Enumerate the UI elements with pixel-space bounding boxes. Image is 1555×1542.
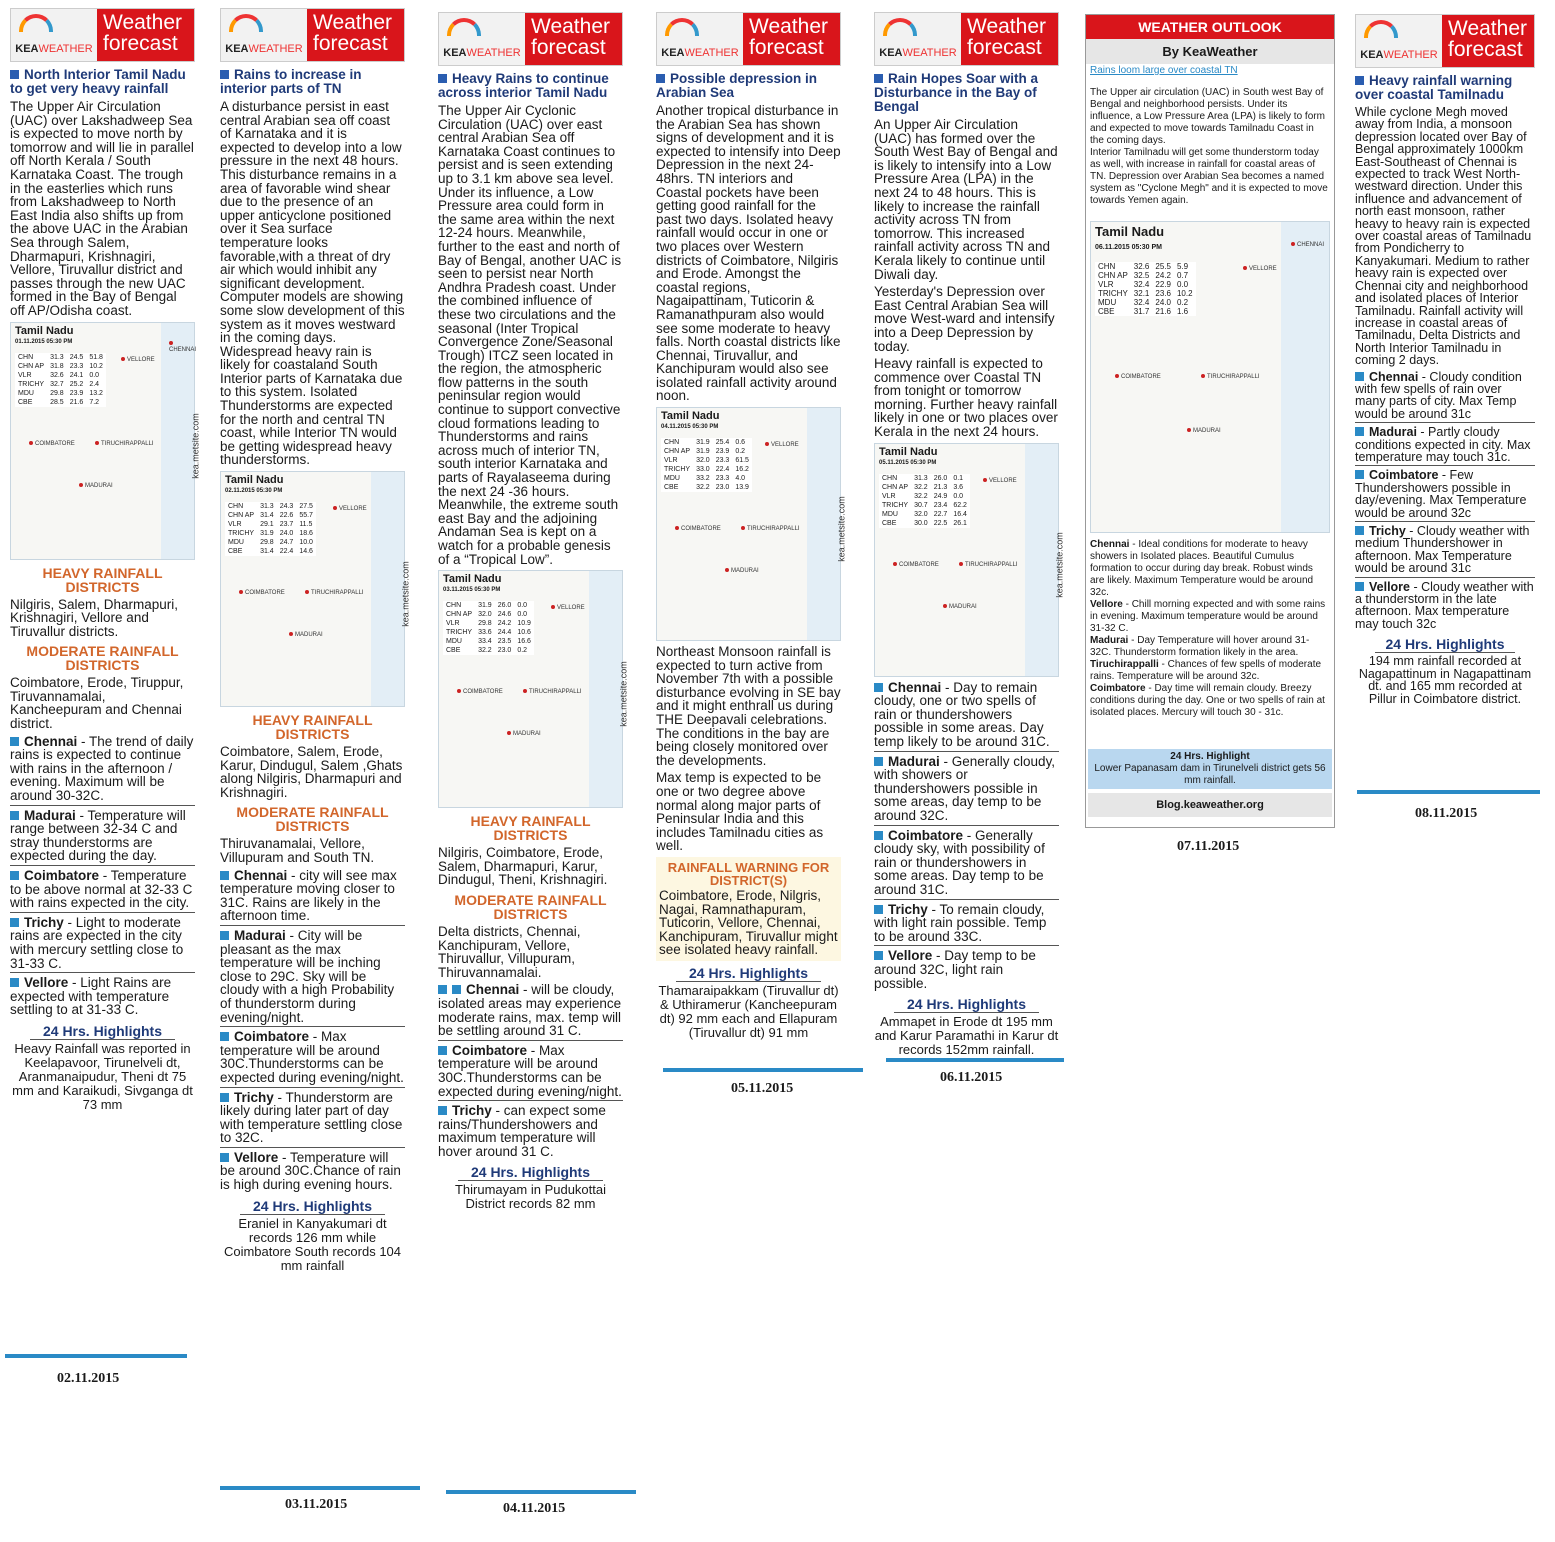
map-table: CHN 31.3 24.5 51.8 CHN AP 31.8 23.3 10.2 VLR 32.6 24.1 0.0 TRICHY 32.7 25.2 2.4 MDU 29.8 23.9 13.2 CBE 28.5 21.6 7.2: [15, 353, 106, 407]
divider-bar: [1357, 790, 1540, 794]
date-label: 04.11.2015: [503, 1501, 566, 1516]
divider-bar: [220, 1486, 420, 1490]
divider-bar: [886, 1058, 1064, 1062]
date-label: 08.11.2015: [1415, 806, 1478, 821]
tamil-nadu-map: Tamil Nadu 04.11.2015 05:30 PM CHN 31.9 25.4 0.6 CHN AP 31.9 23.9 0.2 VLR 32.0 23.3 61.5 TRICHY 33.0 22.4 16.2 MDU 33.2 23.3 4.0 CBE 32.2 23.0 13.9 VELLORE COIMBATORE TIRUCHIRAPPALLI MADURAI kea.metsite.com: [656, 407, 841, 641]
kea-logo: KEA WEATHER: [221, 9, 307, 61]
kea-logo: KEA WEATHER: [657, 13, 743, 65]
column-04-11: KEA WEATHER Weather forecast Heavy Rains to continue across interior Tamil Nadu The Upper Air Cyclonic Circulation (UAC) over east central Arabian Sea off Karnataka Coast continues to persist and is seen extending up to 3.1 km above sea level. Under its influence, a Low Pressure area could form in the same area within the next 12-24 hours. Meanwhile, further to the east and north of Bay of Bengal, another UAC is seen to persist near North Andhra Pradesh coast. Under the combined influence of these two circulations and the seasonal (Inter Tropical Convergence Zone/Seasonal Trough) ITCZ seen located in the region, the atmospheric flow patterns in the south peninsular region would continue to support convective cloud formations leading to Thunderstorms and rains across much of interior TN, south interior Karnataka and parts of Rayalaseema during the next 24 -36 hours. Meanwhile, the extreme south east Bay and the adjoining Andaman Sea is kept on a watch for a probable genesis of a “Tropical Low”. Tamil Nadu 03.11.2015 05:30 PM CHN 31.9 26.0 0.0 CHN AP 32.0 24.6 0.0 VLR 29.8 24.2 10.9 TRICHY 33.6 24.4 10.6 MDU 33.4 23.5 16.6 CBE 32.2 23.0 0.2 VELLORE COIMBATORE TIRUCHIRAPPALLI MADURAI kea.metsite.com HEAVY RAINFALL DISTRICTS Nilgiris, Coimbatore, Erode, Salem, Dharmapuri, Karur, Dindugul, Theni, Krishnagiri. MODERATE RAINFALL DISTRICTS Delta districts, Chennai, Kanchipuram, Vellore, Thiruvallur, Villupuram, Thiruvannamalai. Chennai - will be cloudy, isolated areas may experience moderate rains, max. temp will be settling around 31 C. Coimbatore - Max temperature will be around 30C.Thunderstorms can be expected during evening/night. Trichy - can expect some rains/Thundershowers and maximum temperature will hover around 31 C. 24 Hrs. Highlights Thirumayam in Pudukottai District records 82 mm: [438, 0, 623, 1211]
divider-bar: [663, 1068, 863, 1072]
divider-bar: [5, 1354, 187, 1358]
rainfall-warning: RAINFALL WARNING FOR DISTRICT(S) Coimbatore, Erode, Nilgris, Nagai, Ramnathapuram, Tuticorin, Vellore, Chennai, Kanchipuram, Tiruvallur might see isolated heavy rainfall.: [656, 857, 841, 961]
tamil-nadu-map: Tamil Nadu 02.11.2015 05:30 PM CHN 31.3 24.3 27.5 CHN AP 31.4 22.6 55.7 VLR 29.1 23.7 11.5 TRICHY 31.9 24.0 18.6 MDU 29.8 24.7 10.0 CBE 31.4 22.4 14.6 VELLORE COIMBATORE TIRUCHIRAPPALLI MADURAI kea.metsite.com: [220, 471, 405, 707]
column-06-11: KEA WEATHER Weather forecast Rain Hopes Soar with a Disturbance in the Bay of Bengal An Upper Air Circulation (UAC) has formed over the South West Bay of Bengal and is likely to intensify into a Low Pressure Area (LPA) in the next 24 to 48 hours. This is likely to increase the rainfall activity across TN from tomorrow. This increased rainfall activity across TN and Kerala likely to continue until Diwali day. Yesterday's Depression over East Central Arabian Sea will move West-ward and intensify into a Deep Depression by today. Heavy rainfall is expected to commence over Coastal TN from tonight or tomorrow morning. Further heavy rainfall likely in one or two places over Kerala in the next 24 hours. Tamil Nadu 05.11.2015 05:30 PM CHN 31.3 26.0 0.1 CHN AP 32.2 21.3 3.6 VLR 32.2 24.9 0.0 TRICHY 30.7 23.4 62.2 MDU 32.0 22.7 16.4 CBE 30.0 22.5 26.1 VELLORE COIMBATORE TIRUCHIRAPPALLI MADURAI kea.metsite.com Chennai - Day to remain cloudy, one or two spells of rain or thundershowers possible in some areas. Day temp likely to be around 31C. Madurai - Generally cloudy, with showers or thundershowers possible in some areas, day temp to be around 32C. Coimbatore - Generally cloudy sky, with possibility of rain or thundershowers in some areas. Day temp to be around 31C. Trichy - To remain cloudy, with light rain possible. Temp to be around 33C. Vellore - Day temp to be around 32C, light rain possible. 24 Hrs. Highlights Ammapet in Erode dt 195 mm and Karur Paramathi in Karur dt records 152mm rainfall.: [874, 0, 1059, 1057]
city-madurai: Madurai - Temperature will range between 32-34 C and stray thunderstorms are expected during the day.: [10, 809, 195, 866]
divider-bar: [446, 1490, 636, 1494]
body-text: The Upper Air Circulation (UAC) over Lakshadweep Sea is expected to move north by tomorrow and will lie in parallel off North Kerala / South Karnataka Coast. The trough in the easterlies which runs from Lakshadweep to North East India also shifts up from the above UAC in the Arabian Sea through Salem, Dharmapuri, Krishnagiri, Vellore, Tiruvallur district and passes through the new UAC formed in the Bay of Bengal off AP/Odisha coast.: [10, 99, 194, 318]
weather-outlook-panel: WEATHER OUTLOOK By KeaWeather Rains loom large over coastal TN The Upper air circulation (UAC) in South west Bay of Bengal and neighborhood persists. Under its influence, a Low Pressure Area (LPA) is likely to form and expected to move towards Tamilnadu Coast in the coming days. Interior Tamilnadu will get some thunderstorm today as well, with increase in rainfall for coastal areas of TN. Depression over Arabian Sea becomes a named system as "Cyclone Megh" and it is expected to move towards Yemen again. Tamil Nadu 06.11.2015 05:30 PM CHN 32.6 25.5 5.9 CHN AP 32.5 24.2 0.7 VLR 32.4 22.9 0.0 TRICHY 32.1 23.6 10.2 MDU 32.4 24.0 0.2 CBE 31.7 21.6 1.6 CHENNAI VELLORE COIMBATORE TIRUCHIRAPPALLI MADURAI Chennai - Ideal conditions for moderate to heavy showers in Isolated places. Beautiful Cumulus formation to occur during day break. Robust winds are likely. Maximum Temperature would be around 32c. Vellore - Chill morning expected and with some rains in evening. Maximum temperature would be around 31-32 C. Madurai - Day Temperature will hover around 31-32C. Thunderstorm formation likely in the area. Tiruchirappalli - Chances of few spells of moderate rains. Temperature will be around 32c. Coimbatore - Day time will remain cloudy. Breezy conditions during the day. One or two spells of rain at isolated places. Mercury will touch 30 - 31c. 24 Hrs. Highlight Lower Papanasam dam in Tirunelveli district gets 56 mm rainfall. Blog.keaweather.org: [1085, 14, 1335, 828]
column-05-11: KEA WEATHER Weather forecast Possible depression in Arabian Sea Another tropical disturbance in the Arabian Sea has shown signs of development and it is expected to intensify into Deep Depression in the next 24-48hrs. TN interiors and Coastal pockets have been getting good rainfall for the past two days. Isolated heavy rainfall would occur in one or two places over Western districts of Coimbatore, Nilgiris and Erode. Amongst the coastal regions, Nagaipattinam, Tuticorin & Ramanathpuram also would see some moderate to heavy falls. North coastal districts like Chennai, Tiruvallur, and Kanchipuram would also see isolated rainfall activity around noon. Tamil Nadu 04.11.2015 05:30 PM CHN 31.9 25.4 0.6 CHN AP 31.9 23.9 0.2 VLR 32.0 23.3 61.5 TRICHY 33.0 22.4 16.2 MDU 33.2 23.3 4.0 CBE 32.2 23.0 13.9 VELLORE COIMBATORE TIRUCHIRAPPALLI MADURAI kea.metsite.com Northeast Monsoon rainfall is expected to turn active from November 7th with a possible disturbance evolving in SE bay and it might enthrall us during THE Deepavali celebrations. The conditions in the bay are being closely monitored over the developments. Max temp is expected to be one or two degree above normal along major parts of Peninsular India and this includes Tamilnadu cities as well. RAINFALL WARNING FOR DISTRICT(S) Coimbatore, Erode, Nilgris, Nagai, Ramnathapuram, Tuticorin, Vellore, Chennai, Kanchipuram, Tiruvallur might see isolated heavy rainfall. 24 Hrs. Highlights Thamaraipakkam (Tiruvallur dt) & Uthiramerur (Kancheepuram dt) 92 mm each and Ellapuram (Tiruvallur dt) 91 mm: [656, 0, 841, 1040]
headline: North Interior Tamil Nadu to get very heavy rainfall: [10, 67, 186, 96]
column-08-11: KEA WEATHER Weather forecast Heavy rainfall warning over coastal Tamilnadu While cyclone Megh moved away from India, a monsoon depression located over Bay of Bengal approximately 1000km East-Southeast of Chennai is expected to track West North-westward direction. Under this influence and advancement of north east monsoon, rather heavy to heavy rain is expected over coastal areas of Tamilnadu from Pondicherry to Kanyakumari. Medium to rather heavy rain is expected over Chennai city and neighborhood and isolated places of Interior Tamilnadu. Rainfall activity will increase in coastal areas of Tamilnadu, Delta Districts and North Interior Tamilnadu in coming 2 days. Chennai - Cloudy condition with few spells of rain over many parts of city. Max Temp would be around 31c Madurai - Partly cloudy conditions expected in city. Max temperature may touch 31c. Coimbatore - Few Thundershowers possible in day/evening. Max Temperature would be around 32c Trichy - Cloudy weather with medium Thundershower in afternoon. Max Temperature would be around 31c Vellore - Cloudy weather with a thunderstorm in the late afternoon. Max temperature may touch 32c 24 Hrs. Highlights 194 mm rainfall recorded at Nagapattinum in Nagapattinam dt. and 165 mm recorded at Pillur in Coimbatore district.: [1355, 0, 1535, 705]
outlook-title: WEATHER OUTLOOK: [1086, 15, 1334, 39]
date-label: 05.11.2015: [731, 1081, 794, 1096]
banner: KEA WEATHER Weather forecast: [10, 8, 195, 62]
column-03-11: KEA WEATHER Weather forecast Rains to increase in interior parts of TN A disturbance persist in east central Arabian sea off coast of Karnataka and it is expected to develop into a low pressure in the next 48 hours. This disturbance remains in a area of favorable wind shear due to the presence of an upper anticyclone positioned over it Sea surface temperature looks favorable,with a threat of dry air which would inhibit any significant development. Computer models are showing some slow development of this system as it moves westward in the coming days. Widespread heavy rain is likely for coastaland South Interior parts of Karnataka due to this system. Isolated Thunderstorms are expected for the north and central TN coast, while Interior TN would be getting widespread heavy thunderstorms. Tamil Nadu 02.11.2015 05:30 PM CHN 31.3 24.3 27.5 CHN AP 31.4 22.6 55.7 VLR 29.1 23.7 11.5 TRICHY 31.9 24.0 18.6 MDU 29.8 24.7 10.0 CBE 31.4 22.4 14.6 VELLORE COIMBATORE TIRUCHIRAPPALLI MADURAI kea.metsite.com HEAVY RAINFALL DISTRICTS Coimbatore, Salem, Erode, Karur, Dindugul, Salem ,Ghats along Nilgiris, Dharmapuri and Krishnagiri. MODERATE RAINFALL DISTRICTS Thiruvanamalai, Vellore, Villupuram and South TN. Chennai - city will see max temperature moving closer to 31C. Rains are likely in the afternoon time. Madurai - City will be pleasant as the max temperature will be inching close to 29C. Sky will be cloudy with a high Probability of thunderstorm during evening/night. Coimbatore - Max temperature will be around 30C.Thunderstorms can be expected during evening/night. Trichy - Thunderstorm are likely during later part of day with temperature settling close to 32C. Vellore - Temperature will be around 30C.Chance of rain is high during evening hours. 24 Hrs. Highlights Eraniel in Kanyakumari dt records 126 mm while Coimbatore South records 104 mm rainfall: [220, 0, 405, 1273]
tamil-nadu-map: Tamil Nadu 06.11.2015 05:30 PM CHN 32.6 25.5 5.9 CHN AP 32.5 24.2 0.7 VLR 32.4 22.9 0.0 TRICHY 32.1 23.6 10.2 MDU 32.4 24.0 0.2 CBE 31.7 21.6 1.6 CHENNAI VELLORE COIMBATORE TIRUCHIRAPPALLI MADURAI: [1090, 221, 1330, 533]
tamil-nadu-map: Tamil Nadu 05.11.2015 05:30 PM CHN 31.3 26.0 0.1 CHN AP 32.2 21.3 3.6 VLR 32.2 24.9 0.0 TRICHY 30.7 23.4 62.2 MDU 32.0 22.7 16.4 CBE 30.0 22.5 26.1 VELLORE COIMBATORE TIRUCHIRAPPALLI MADURAI kea.metsite.com: [874, 443, 1059, 677]
outlook-link[interactable]: Rains loom large over coastal TN: [1090, 65, 1238, 76]
outlook-highlight: 24 Hrs. Highlight Lower Papanasam dam in Tirunelveli district gets 56 mm rainfall.: [1088, 749, 1332, 789]
kea-logo: KEA WEATHER: [11, 9, 97, 61]
city-vellore: Vellore - Light Rains are expected with temperature settling to at 31-33 C.: [10, 975, 172, 1018]
column-02-11: KEA WEATHER Weather forecast North Interior Tamil Nadu to get very heavy rainfall The Upper Air Circulation (UAC) over Lakshadweep Sea is expected to move north by tomorrow and will lie in parallel off North Kerala / South Karnataka Coast. The trough in the easterlies which runs from Lakshadweep to North East India also shifts up from the above UAC in the Arabian Sea through Salem, Dharmapuri, Krishnagiri, Vellore, Tiruvallur district and passes through the new UAC formed in the Bay of Bengal off AP/Odisha coast. Tamil Nadu 01.11.2015 05:30 PM CHN 31.3 24.5 51.8 CHN AP 31.8 23.3 10.2 VLR 32.6 24.1 0.0 TRICHY 32.7 25.2 2.4 MDU 29.8 23.9 13.2 CBE 28.5 21.6 7.2 CHENNAI VELLORE COIMBATORE TIRUCHIRAPPALLI MADURAI kea.metsite.com HEAVY RAINFALL DISTRICTS Nilgiris, Salem, Dharmapuri, Krishnagiri, Vellore and Tiruvallur districts. MODERATE RAINFALL DISTRICTS Coimbatore, Erode, Tiruppur, Tiruvannamalai, Kancheepuram and Chennai district. Chennai - The trend of daily rains is expected to continue with rains in the afternoon / evening. Maximum will be around 30-32C. Madurai - Temperature will range between 32-34 C and stray thunderstorms are expected during the day. Coimbatore - Temperature to be above normal at 32-33 C with rains expected in the city. Trichy - Light to moderate rains are expected in the city with mercury settling close to 31-33 C. Vellore - Light Rains are expected with temperature settling to at 31-33 C. 24 Hrs. Highlights Heavy Rainfall was reported in Keelapavoor, Tirunelveli dt, Aranmanaipudur, Theni dt 75 mm and Karaikudi, Sivganga dt 73 mm: [10, 0, 195, 1112]
city-trichy: Trichy - Light to moderate rains are expected in the city with mercury settling close to 31-33 C.: [10, 916, 195, 973]
kea-logo: KEA WEATHER: [875, 13, 961, 65]
city-coimbatore: Coimbatore - Temperature to be above normal at 32-33 C with rains expected in the city.: [10, 869, 195, 913]
date-label: 07.11.2015: [1177, 839, 1240, 854]
outlook-byline: By KeaWeather: [1086, 39, 1334, 64]
tamil-nadu-map: Tamil Nadu 03.11.2015 05:30 PM CHN 31.9 26.0 0.0 CHN AP 32.0 24.6 0.0 VLR 29.8 24.2 10.9 TRICHY 33.6 24.4 10.6 MDU 33.4 23.5 16.6 CBE 32.2 23.0 0.2 VELLORE COIMBATORE TIRUCHIRAPPALLI MADURAI kea.metsite.com: [438, 570, 623, 808]
tamil-nadu-map: Tamil Nadu 01.11.2015 05:30 PM CHN 31.3 24.5 51.8 CHN AP 31.8 23.3 10.2 VLR 32.6 24.1 0.0 TRICHY 32.7 25.2 2.4 MDU 29.8 23.9 13.2 CBE 28.5 21.6 7.2 CHENNAI VELLORE COIMBATORE TIRUCHIRAPPALLI MADURAI kea.metsite.com: [10, 322, 195, 560]
blog-link[interactable]: Blog.keaweather.org: [1088, 793, 1332, 817]
kea-logo: KEA WEATHER: [1356, 15, 1442, 67]
date-label: 02.11.2015: [57, 1371, 120, 1386]
date-label: 06.11.2015: [940, 1070, 1003, 1085]
kea-logo: KEA WEATHER: [439, 13, 525, 65]
date-label: 03.11.2015: [285, 1497, 348, 1512]
city-chennai: Chennai - The trend of daily rains is expected to continue with rains in the afternoon / evening. Maximum will be around 30-32C.: [10, 735, 195, 806]
